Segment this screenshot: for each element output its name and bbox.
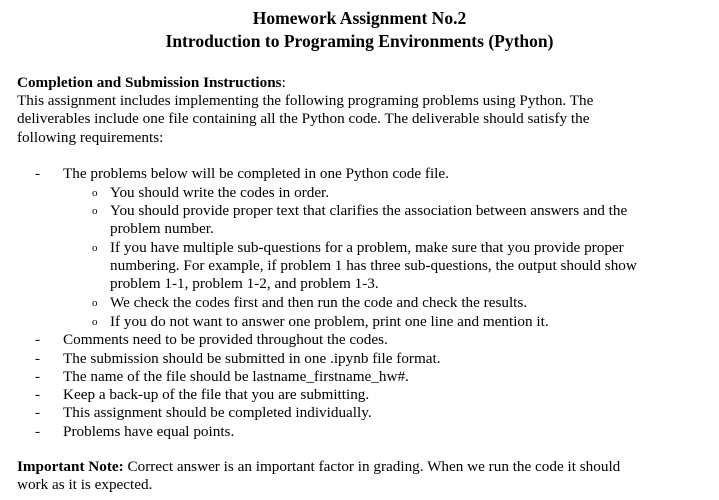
- document-title: Homework Assignment No.2: [252, 8, 467, 28]
- requirement-item: The submission should be submitted in one .ipynb file format.: [63, 350, 441, 367]
- note-line: work as it is expected.: [17, 476, 153, 494]
- document-subtitle: Introduction to Programing Environments (Python): [165, 31, 554, 51]
- instructions-heading: Completion and Submission Instructions: [17, 74, 282, 91]
- intro-line: deliverables include one file containing all the Python code. The deliverable should satisfy the: [17, 110, 590, 128]
- note-label: Important Note:: [17, 458, 124, 475]
- dash-marker: -: [35, 386, 41, 403]
- sub-requirement-continuation: numbering. For example, if problem 1 has three sub-questions, the output should show: [110, 257, 637, 274]
- dash-marker: -: [35, 404, 41, 421]
- sub-requirement-continuation: problem number.: [110, 220, 214, 237]
- sub-requirement-item: If you have multiple sub-questions for a problem, make sure that you provide proper: [110, 239, 624, 256]
- bullet-marker: o: [92, 297, 98, 309]
- dash-marker: -: [35, 423, 41, 440]
- sub-requirement-item: If you do not want to answer one problem, print one line and mention it.: [110, 313, 549, 330]
- note-text: Correct answer is an important factor in grading. When we run the code it should: [123, 458, 621, 475]
- bullet-marker: o: [92, 316, 98, 328]
- sub-requirement-item: We check the codes first and then run the code and check the results.: [110, 294, 528, 311]
- note-line: [17, 458, 707, 476]
- intro-line: This assignment includes implementing the following programing problems using Python. The: [17, 92, 594, 110]
- bullet-marker: o: [92, 242, 98, 254]
- sub-requirement-item: You should write the codes in order.: [110, 184, 330, 201]
- requirement-item: Comments need to be provided throughout the codes.: [63, 331, 388, 348]
- requirement-item: Problems have equal points.: [63, 423, 235, 440]
- dash-marker: -: [35, 350, 41, 367]
- dash-marker: -: [35, 368, 41, 385]
- bullet-marker: o: [92, 187, 98, 199]
- dash-marker: -: [35, 331, 41, 348]
- instructions-heading-line: [17, 74, 707, 92]
- sub-requirement-continuation: problem 1-1, problem 1-2, and problem 1-3.: [110, 275, 379, 292]
- heading-colon: :: [281, 74, 286, 91]
- bullet-marker: o: [92, 205, 98, 217]
- requirement-item: Keep a back-up of the file that you are submitting.: [63, 386, 370, 403]
- important-note: [17, 458, 707, 494]
- dash-marker: -: [35, 165, 41, 182]
- requirement-item: The problems below will be completed in one Python code file.: [63, 165, 449, 182]
- requirement-item: The name of the file should be lastname_firstname_hw#.: [63, 368, 409, 385]
- intro-line: following requirements:: [17, 128, 164, 146]
- requirement-item: This assignment should be completed individually.: [63, 404, 372, 421]
- instructions-section: [17, 74, 707, 147]
- sub-requirement-item: You should provide proper text that clarifies the association between answers and the: [110, 202, 628, 219]
